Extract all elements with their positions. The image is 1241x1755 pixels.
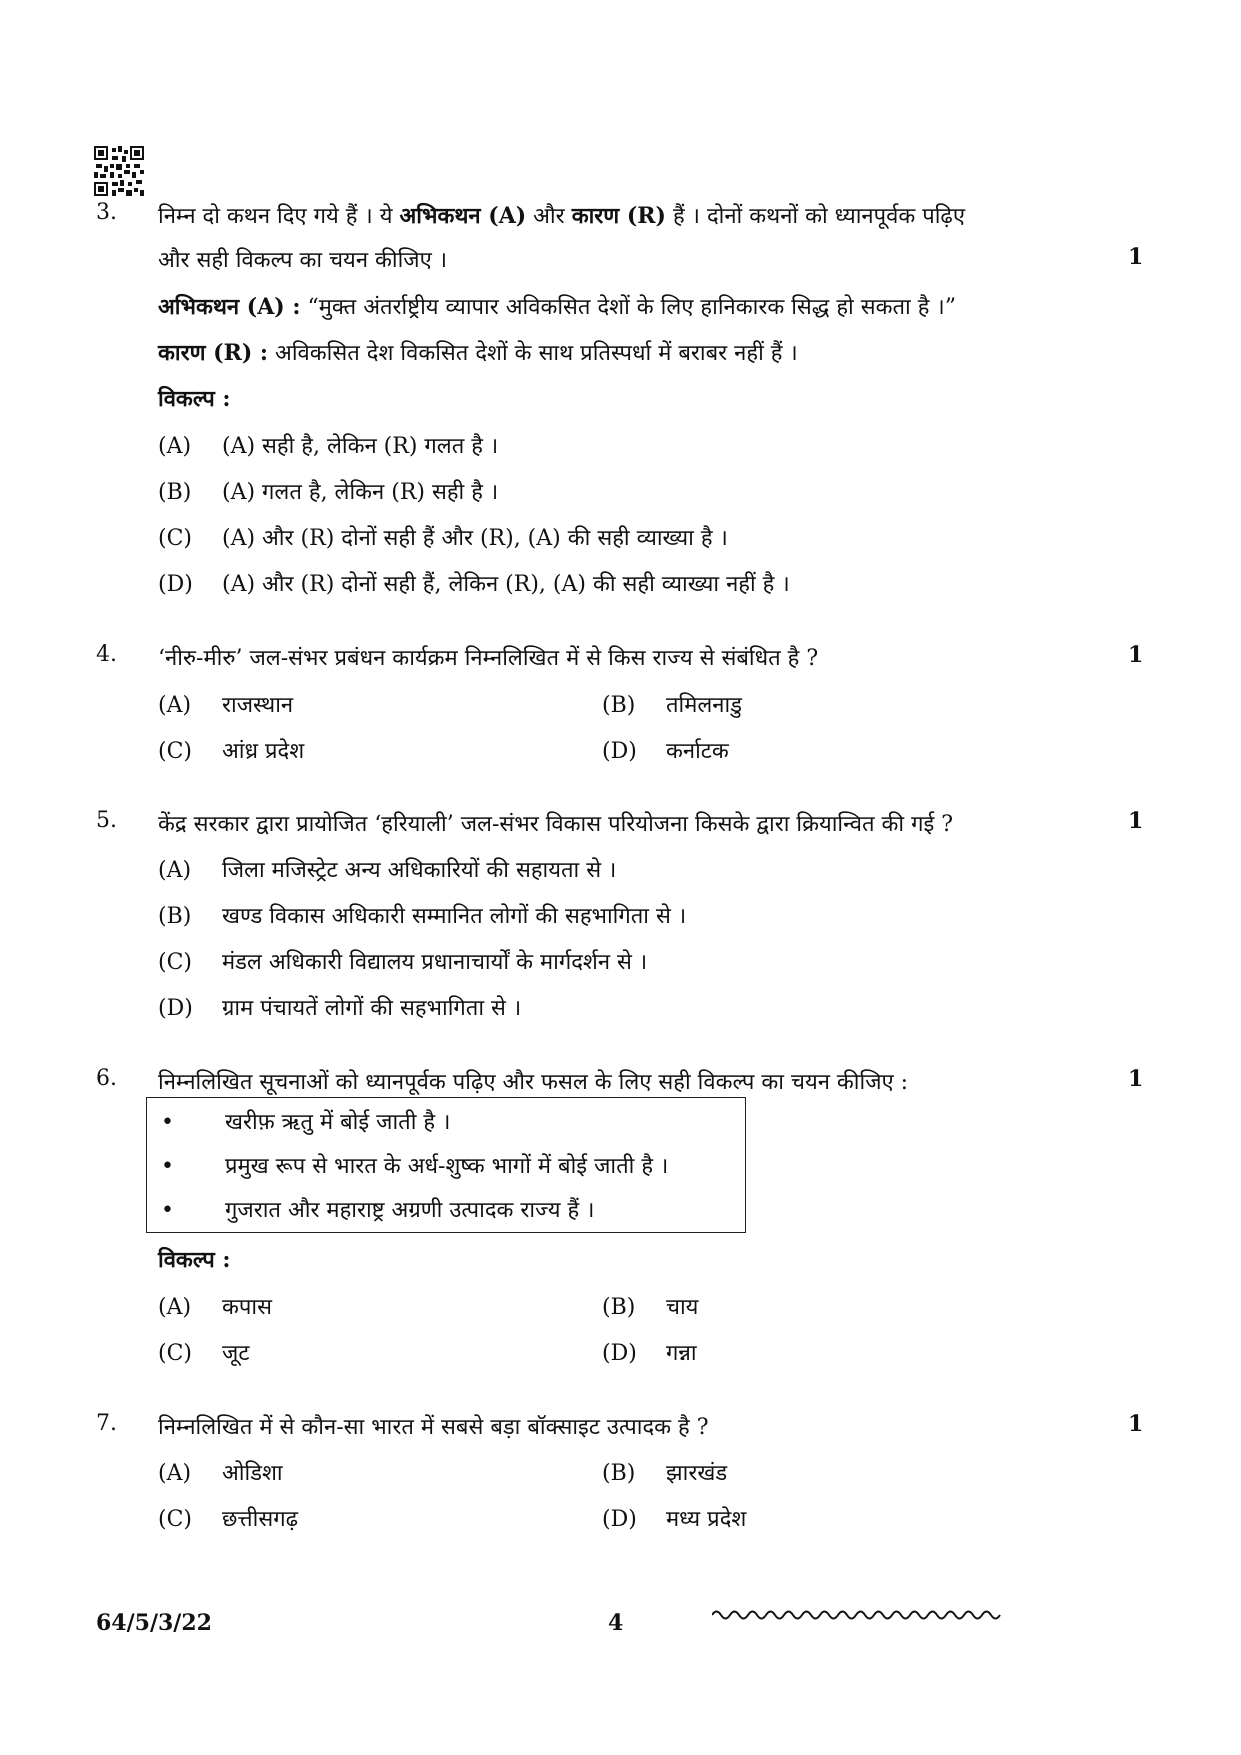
assertion-term: अभिकथन (A): [399, 203, 527, 229]
info-text: प्रमुख रूप से भारत के अर्ध-शुष्क भागों में बोई जाती है ।: [225, 1154, 669, 1179]
option-label: (B): [602, 1461, 636, 1486]
bullet-icon: •: [161, 1110, 174, 1135]
option-text: ग्राम पंचायतें लोगों की सहभागिता से ।: [222, 996, 522, 1021]
option: [158, 522, 728, 552]
question-5-text: केंद्र सरकार द्वारा प्रायोजित ‘हरियाली’ जल-संभर विकास परियोजना किसके द्वारा क्रियान्वित की गई ?: [158, 812, 954, 837]
option-text: तमिलनाडु: [666, 693, 742, 718]
option-label: (C): [158, 1341, 192, 1366]
option-text: (A) गलत है, लेकिन (R) सही है ।: [222, 480, 499, 505]
question-number: 7.: [96, 1411, 117, 1436]
option: [602, 735, 729, 765]
option-text: झारखंड: [666, 1461, 728, 1486]
option-text: (A) और (R) दोनों सही हैं, लेकिन (R), (A) की सही व्याख्या नहीं है ।: [222, 572, 790, 597]
option: [158, 1457, 283, 1487]
options-heading: विकल्प :: [158, 1247, 231, 1273]
option: [602, 1291, 698, 1321]
question-3-intro: [158, 200, 965, 230]
option-label: (A): [158, 1461, 192, 1486]
option-label: (A): [158, 1295, 192, 1320]
question-number: 6.: [96, 1066, 117, 1091]
marks: 1: [1128, 1066, 1144, 1092]
option-label: (A): [158, 693, 192, 718]
bullet-icon: •: [161, 1154, 174, 1179]
question-number: 4.: [96, 642, 117, 667]
option-text: कपास: [222, 1295, 272, 1320]
option-label: (A): [158, 434, 192, 459]
option: [158, 476, 498, 506]
question-number: 3.: [96, 200, 117, 225]
option: [158, 1503, 298, 1533]
option-label: (D): [602, 1507, 637, 1532]
question-3-intro-part: निम्न दो कथन दिए गये हैं । ये: [158, 204, 400, 229]
option-label: (C): [158, 739, 192, 764]
option: [602, 1457, 727, 1487]
question-4-text: ‘नीरु-मीरु’ जल-संभर प्रबंधन कार्यक्रम निम्नलिखित में से किस राज्य से संबंधित है ?: [158, 646, 819, 671]
option-label: (C): [158, 526, 192, 551]
option-text: मंडल अधिकारी विद्यालय प्रधानाचार्यों के मार्गदर्शन से ।: [222, 950, 648, 975]
options-heading: विकल्प :: [158, 386, 231, 412]
option: [158, 689, 293, 719]
option: [158, 900, 686, 930]
reason-term: कारण (R): [571, 203, 666, 229]
option-label: (A): [158, 858, 192, 883]
info-item: [161, 1150, 668, 1180]
option-text: राजस्थान: [222, 693, 294, 718]
option: [158, 735, 304, 765]
option-text: खण्ड विकास अधिकारी सम्मानित लोगों की सहभागिता से ।: [222, 904, 687, 929]
qr-code-icon: [94, 146, 144, 196]
info-item: [161, 1106, 450, 1136]
option-text: मध्य प्रदेश: [666, 1507, 747, 1532]
option-text: छत्तीसगढ़: [222, 1507, 298, 1532]
assertion-text: “मुक्त अंतर्राष्ट्रीय व्यापार अविकसित देशों के लिए हानिकारक सिद्ध हो सकता है ।”: [300, 295, 956, 320]
option-text: कर्नाटक: [666, 739, 729, 764]
option-label: (B): [602, 1295, 636, 1320]
option: [158, 946, 647, 976]
option-text: (A) और (R) दोनों सही हैं और (R), (A) की सही व्याख्या है ।: [222, 526, 728, 551]
reason: [158, 337, 798, 367]
paper-code: 64/5/3/22: [96, 1610, 212, 1636]
assertion-label: अभिकथन (A) :: [158, 294, 301, 320]
option: [158, 854, 616, 884]
option: [158, 568, 790, 598]
option: [602, 1503, 746, 1533]
question-7-text: निम्नलिखित में से कौन-सा भारत में सबसे बड़ा बॉक्साइट उत्पादक है ?: [158, 1415, 709, 1440]
wavy-line-icon: [712, 1608, 1008, 1628]
option-text: आंध्र प्रदेश: [222, 739, 305, 764]
marks: 1: [1128, 244, 1144, 270]
option-label: (D): [602, 739, 637, 764]
option-text: ओडिशा: [222, 1461, 283, 1486]
option-label: (B): [158, 904, 192, 929]
assertion: [158, 291, 956, 321]
question-3-intro-part: और: [526, 204, 572, 229]
option-text: चाय: [666, 1295, 699, 1320]
option-label: (D): [158, 572, 193, 597]
info-text: गुजरात और महाराष्ट्र अग्रणी उत्पादक राज्य हैं ।: [225, 1198, 595, 1223]
marks: 1: [1128, 1411, 1144, 1437]
option-text: जूट: [222, 1341, 250, 1366]
option: [158, 1337, 249, 1367]
bullet-icon: •: [161, 1198, 174, 1223]
option: [602, 689, 742, 719]
question-6-text: निम्नलिखित सूचनाओं को ध्यानपूर्वक पढ़िए और फसल के लिए सही विकल्प का चयन कीजिए :: [158, 1070, 909, 1095]
question-3-intro-part: हैं । दोनों कथनों को ध्यानपूर्वक पढ़िए: [665, 204, 965, 229]
option: [158, 992, 521, 1022]
reason-text: अविकसित देश विकसित देशों के साथ प्रतिस्पर्धा में बराबर नहीं हैं ।: [268, 341, 798, 366]
option: [158, 1291, 272, 1321]
option-label: (C): [158, 1507, 192, 1532]
option: [602, 1337, 697, 1367]
option-label: (D): [158, 996, 193, 1021]
option-text: (A) सही है, लेकिन (R) गलत है ।: [222, 434, 499, 459]
option-label: (C): [158, 950, 192, 975]
option-label: (B): [602, 693, 636, 718]
reason-label: कारण (R) :: [158, 340, 269, 366]
marks: 1: [1128, 642, 1144, 668]
info-item: [161, 1194, 594, 1224]
crop-info-box: [146, 1097, 746, 1233]
option-label: (B): [158, 480, 192, 505]
option-text: गन्ना: [666, 1341, 697, 1366]
question-number: 5.: [96, 808, 117, 833]
page-number: 4: [608, 1610, 624, 1636]
option-text: जिला मजिस्ट्रेट अन्य अधिकारियों की सहायता से ।: [222, 858, 617, 883]
question-3-intro-line-2: और सही विकल्प का चयन कीजिए ।: [158, 248, 448, 273]
marks: 1: [1128, 808, 1144, 834]
option: [158, 430, 498, 460]
option-label: (D): [602, 1341, 637, 1366]
info-text: खरीफ़ ऋतु में बोई जाती है ।: [225, 1110, 451, 1135]
